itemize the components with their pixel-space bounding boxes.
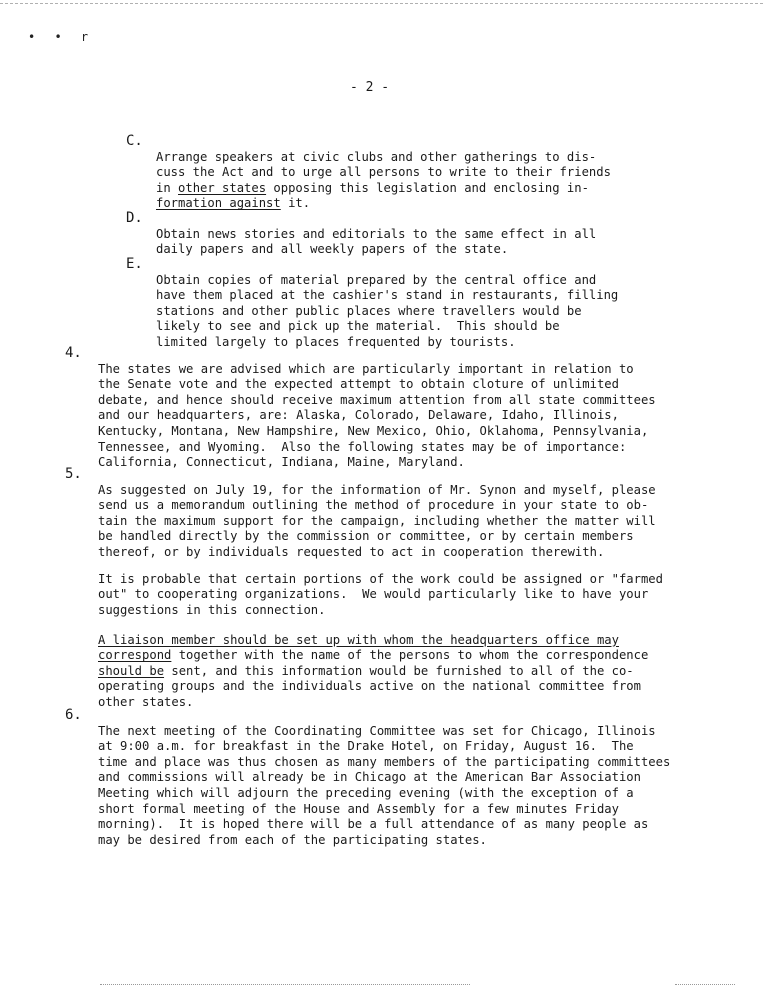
item-d-line: daily papers and all weekly papers of the state. — [156, 242, 509, 257]
item-4-line: Kentucky, Montana, New Hampshire, New Mexico, Ohio, Oklahoma, Pennsylvania, — [98, 423, 649, 438]
item-5-line: be handled directly by the commission or committee, or by certain members — [98, 529, 634, 544]
item-c-line — [156, 196, 611, 212]
item-c-line: cuss the Act and to urge all persons to write to their friends — [156, 165, 611, 180]
item-4-label: 4. — [65, 345, 82, 361]
item-4-line: Tennessee, and Wyoming. Also the following states may be of importance: — [98, 439, 627, 454]
item-6-label: 6. — [65, 707, 82, 723]
item-6-line: at 9:00 a.m. for breakfast in the Drake Hotel, on Friday, August 16. The — [98, 739, 634, 754]
text-run: sent, and this information would be furnished to all of the co- — [164, 663, 634, 678]
item-c-label: C. — [126, 133, 143, 149]
top-edge-dashes — [0, 3, 763, 4]
item-5-line: send us a memorandum outlining the method of procedure in your state to ob- — [98, 498, 649, 513]
underlined-text: other states — [178, 180, 267, 195]
bottom-scan-noise — [100, 984, 470, 985]
item-5-p3-line — [98, 633, 648, 649]
item-5-p2-line: suggestions in this connection. — [98, 602, 326, 617]
item-4-line: the Senate vote and the expected attempt to obtain cloture of unlimited — [98, 377, 619, 392]
item-d-label: D. — [126, 210, 143, 226]
underlined-text: should be — [98, 663, 165, 678]
item-5-p3-line: operating groups and the individuals active on the national committee from — [98, 679, 641, 694]
item-6-line: may be desired from each of the participating states. — [98, 832, 487, 847]
item-4-line: The states we are advised which are particularly important in relation to — [98, 361, 634, 376]
text-run: opposing this legislation and enclosing in- — [266, 180, 589, 195]
item-4-line: California, Connecticut, Indiana, Maine, Maryland. — [98, 455, 465, 470]
item-e-line: likely to see and pick up the material. This should be — [156, 319, 560, 334]
corner-marks: • • r — [28, 30, 95, 44]
item-6-line: The next meeting of the Coordinating Committee was set for Chicago, Illinois — [98, 723, 656, 738]
text-run: together with the name of the persons to whom the correspondence — [171, 648, 649, 663]
item-5-p3-line: other states. — [98, 694, 194, 709]
underlined-text: formation against — [156, 196, 281, 211]
underlined-text: correspond — [98, 648, 172, 663]
item-c-line: Arrange speakers at civic clubs and other gatherings to dis- — [156, 149, 597, 164]
item-5-p2-line: It is probable that certain portions of the work could be assigned or "farmed — [98, 571, 663, 586]
item-5-line: tain the maximum support for the campaign, including whether the matter will — [98, 513, 656, 528]
page-number: - 2 - — [350, 80, 390, 95]
item-5-line: As suggested on July 19, for the information of Mr. Synon and myself, please — [98, 482, 656, 497]
item-6-line: and commissions will already be in Chicago at the American Bar Association — [98, 770, 641, 785]
item-d-line: Obtain news stories and editorials to the same effect in all — [156, 226, 597, 241]
item-e-line: have them placed at the cashier's stand in restaurants, filling — [156, 288, 619, 303]
item-e-line: limited largely to places frequented by tourists. — [156, 334, 516, 349]
item-4-line: debate, and hence should receive maximum attention from all state committees — [98, 392, 656, 407]
item-6-line: Meeting which will adjourn the preceding evening (with the exception of a — [98, 785, 634, 800]
item-6-line: morning). It is hoped there will be a full attendance of as many people as — [98, 817, 649, 832]
bottom-scan-noise — [675, 984, 735, 985]
item-4-line: and our headquarters, are: Alaska, Colorado, Delaware, Idaho, Illinois, — [98, 408, 619, 423]
item-c-line — [156, 181, 611, 197]
item-6-text — [98, 708, 670, 880]
item-5-line: thereof, or by individuals requested to act in cooperation therewith. — [98, 544, 605, 559]
item-5-label: 5. — [65, 466, 82, 482]
item-6-line: short formal meeting of the House and Assembly for a few minutes Friday — [98, 801, 619, 816]
underlined-text: A liaison member should be set up with whom the headquarters office may — [98, 632, 619, 647]
item-e-line: Obtain copies of material prepared by the central office and — [156, 272, 597, 287]
item-5-p2-line: out" to cooperating organizations. We would particularly like to have your — [98, 587, 649, 602]
item-e-label: E. — [126, 256, 143, 272]
item-6-line: time and place was thus chosen as many members of the participating committees — [98, 754, 671, 769]
item-e-line: stations and other public places where travellers would be — [156, 303, 582, 318]
text-run: in — [156, 180, 179, 195]
item-5-p3-line — [98, 664, 648, 680]
item-5-p3-line — [98, 648, 648, 664]
text-run: it. — [280, 196, 311, 211]
